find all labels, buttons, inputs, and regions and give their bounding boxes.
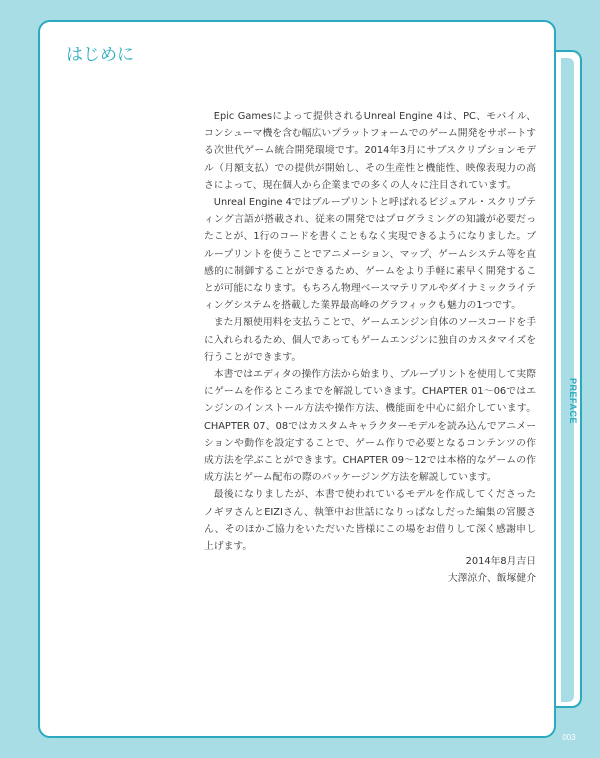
page-number: 003 bbox=[562, 733, 576, 742]
paragraph-3: また月額使用料を支払うことで、ゲームエンジン自体のソースコードを手に入れられるため、個人であってもゲームエンジンに独自のカスタマイズを行うことができます。 bbox=[204, 317, 536, 363]
page-title: はじめに bbox=[66, 45, 134, 65]
preface-body bbox=[204, 108, 536, 555]
paragraph-1: Epic Gamesによって提供されるUnreal Engine 4は、PC、モバイル、コンシューマ機を含む幅広いプラットフォームでのゲーム開発をサポートする次世代ゲーム統合開発環境です。2014年3月にサブスクリプションモデル（月額支払）での提供が開始し、その生産性と機能性、映像表現力の高さによって、現在個人から企業までの多くの人々に注目されています。 bbox=[204, 111, 536, 191]
section-side-label: PREFACE bbox=[568, 378, 578, 425]
signature-authors: 大澤涼介、飯塚健介 bbox=[447, 573, 536, 585]
paragraph-2: Unreal Engine 4ではブループリントと呼ばれるビジュアル・スクリプティング言語が搭載され、従来の開発ではプログラミングの知識が必要だったことが、1行のコードを書くこともなく実現できるようになりました。ブループリントを使うことでアニメーション、マップ、ゲームシステム等を直感的に制御することができるため、ゲームをより手軽に素早く開発することが可能になります。もちろん物理ベースマテリアルやダイナミックライティングシステムを搭載した業界最高峰のグラフィックも魅力の1つです。 bbox=[204, 197, 536, 312]
paragraph-4: 本書ではエディタの操作方法から始まり、ブループリントを使用して実際にゲームを作るところまでを解説していきます。CHAPTER 01～06ではエンジンのインストール方法や操作方法、機能面を中心に紹介しています。CHAPTER 07、08ではカスタムキャラクターモデルを読み込んでアニメーションや動作を設定することで、ゲーム作りで必要となるコンテンツの作成方法を学ぶことができます。CHAPTER 09～12では本格的なゲームの作成方法とゲーム配布の際のパッケージング方法を解説しています。 bbox=[204, 369, 536, 484]
signature-date: 2014年8月吉日 bbox=[465, 556, 536, 567]
signature-block bbox=[404, 553, 536, 587]
paragraph-5: 最後になりましたが、本書で使われているモデルを作成してくださったノギヲさんとEIZIさん、執筆中お世話になりっぱなしだった編集の宮腰さん、そのほかご協力をいただいた皆様にこの場をお借りして深く感謝申し上げます。 bbox=[204, 489, 536, 553]
